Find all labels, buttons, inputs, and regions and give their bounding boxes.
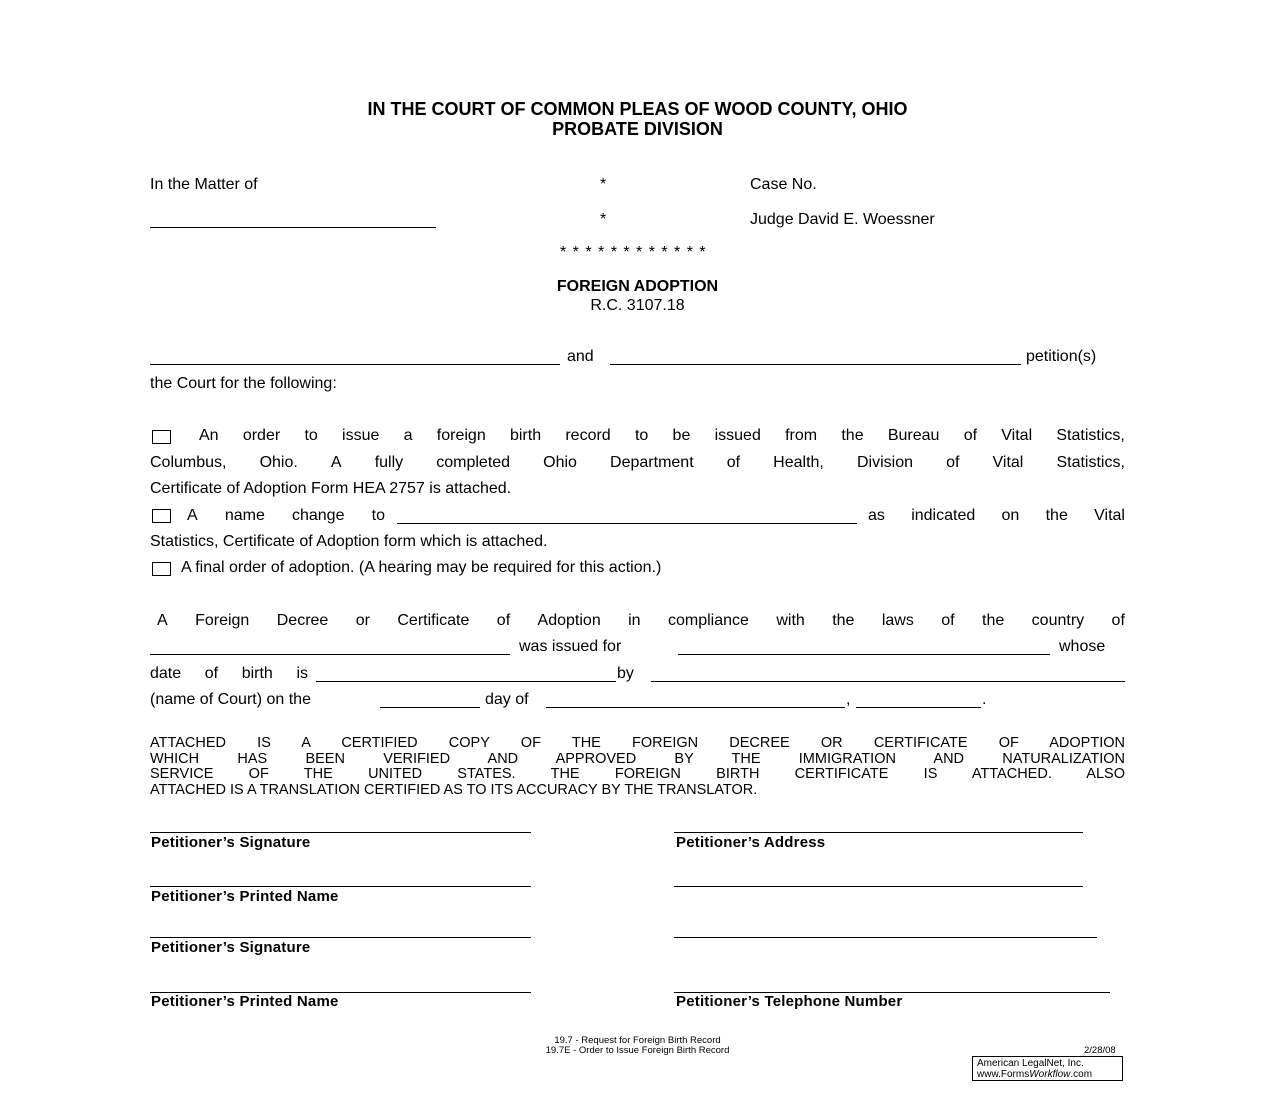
word: indicated xyxy=(911,507,976,524)
word: the xyxy=(841,427,864,444)
attached-line: ATTACHED IS A TRANSLATION CERTIFIED AS TO ITS ACCURACY BY THE TRANSLATOR. xyxy=(150,781,758,798)
petitions-text: petition(s) xyxy=(1026,348,1097,365)
word: Health, xyxy=(773,454,824,471)
word: is xyxy=(296,665,308,682)
option-birth-record-line1 xyxy=(199,427,1125,445)
name-of-court-text: (name of Court) on the xyxy=(150,691,311,708)
word: of xyxy=(496,612,511,629)
separator-stars: * * * * * * * * * * * * xyxy=(560,244,707,261)
case-no-label: Case No. xyxy=(750,176,817,193)
publisher-name: American LegalNet, Inc. xyxy=(977,1058,1084,1069)
option-final-order-checkbox[interactable] xyxy=(152,562,171,576)
word: compliance xyxy=(667,612,749,629)
word: as xyxy=(868,507,885,524)
word: Division xyxy=(856,454,913,471)
printed-name-label-1: Petitioner’s Printed Name xyxy=(151,888,339,905)
word: Vital xyxy=(1094,507,1125,524)
caption-star-1: * xyxy=(600,176,607,193)
period-text: . xyxy=(982,691,987,708)
word: of xyxy=(1111,612,1125,629)
caption-star-2: * xyxy=(600,211,607,228)
word: birth xyxy=(509,427,542,444)
footer-form-number-1: 19.7 - Request for Foreign Birth Record xyxy=(554,1035,721,1046)
attached-line: SERVICE OF THE UNITED STATES. THE FOREIGN BIRTH CERTIFICATE IS ATTACHED. ALSO xyxy=(150,766,1125,782)
publisher-badge xyxy=(972,1056,1123,1081)
word: issued xyxy=(714,427,761,444)
word: Ohio xyxy=(543,454,577,471)
option-final-order-text: A final order of adoption. (A hearing may be required for this action.) xyxy=(181,559,662,576)
by-text: by xyxy=(617,665,634,682)
word: order xyxy=(242,427,281,444)
was-issued-for-text: was issued for xyxy=(519,638,622,655)
division-title: PROBATE DIVISION xyxy=(552,119,723,139)
printed-name-line-1[interactable] xyxy=(150,886,531,887)
word: laws xyxy=(881,612,914,629)
court-title: IN THE COURT OF COMMON PLEAS OF WOOD COUNTY, OHIO xyxy=(367,99,908,119)
word: Columbus, xyxy=(150,454,227,471)
word: foreign xyxy=(436,427,486,444)
word: Adoption xyxy=(537,612,601,629)
attached-statement xyxy=(150,736,1125,798)
petitioner-2-field[interactable] xyxy=(610,364,1021,365)
word: Ohio. xyxy=(259,454,298,471)
word: date xyxy=(150,665,182,682)
option-birth-record-line3: Certificate of Adoption Form HEA 2757 is attached. xyxy=(150,480,512,497)
word: on xyxy=(1001,507,1020,524)
word: Statistics, xyxy=(1056,454,1125,471)
option-name-change-checkbox[interactable] xyxy=(152,509,171,523)
signature-line-1[interactable] xyxy=(150,832,531,833)
whose-text: whose xyxy=(1059,638,1106,655)
comma-text: , xyxy=(846,691,851,708)
word: A xyxy=(157,612,168,629)
word: birth xyxy=(241,665,273,682)
judge-name: Judge David E. Woessner xyxy=(750,211,935,228)
month-field[interactable] xyxy=(546,707,845,708)
word: to xyxy=(371,507,385,524)
address-line-2[interactable] xyxy=(674,886,1083,887)
word: be xyxy=(672,427,691,444)
word: of xyxy=(963,427,978,444)
word: A xyxy=(187,507,198,524)
word: completed xyxy=(436,454,511,471)
petitioner-1-field[interactable] xyxy=(150,364,560,365)
attached-line: ATTACHED IS A CERTIFIED COPY OF THE FOREIGN DECREE OR CERTIFICATE OF ADOPTION xyxy=(150,735,1125,751)
court-following-text: the Court for the following: xyxy=(150,375,337,392)
footer-form-number-2: 19.7E - Order to Issue Foreign Birth Record xyxy=(545,1045,730,1056)
option-name-change-tail xyxy=(868,507,1125,525)
word: Foreign xyxy=(195,612,250,629)
matter-name-field[interactable] xyxy=(150,227,436,228)
word: change xyxy=(291,507,345,524)
and-text: and xyxy=(567,348,594,365)
word: the xyxy=(1045,507,1068,524)
word: to xyxy=(634,427,649,444)
word: Decree xyxy=(276,612,329,629)
signature-label-1: Petitioner’s Signature xyxy=(151,834,311,851)
country-field[interactable] xyxy=(150,654,510,655)
option-birth-record-line2 xyxy=(150,454,1125,472)
word: An xyxy=(199,427,219,444)
word: record xyxy=(565,427,611,444)
form-title: FOREIGN ADOPTION xyxy=(556,278,719,295)
court-name-field[interactable] xyxy=(651,681,1125,682)
date-of-birth-label xyxy=(150,665,308,683)
word: country xyxy=(1031,612,1085,629)
word: with xyxy=(776,612,805,629)
word: of xyxy=(941,612,955,629)
attached-line: WHICH HAS BEEN VERIFIED AND APPROVED BY THE IMMIGRATION AND NATURALIZATION xyxy=(150,750,1125,767)
word: from xyxy=(785,427,818,444)
footer-date: 2/28/08 xyxy=(1084,1045,1116,1056)
option-name-change-line2: Statistics, Certificate of Adoption form which is attached. xyxy=(150,533,548,550)
publisher-url: www.FormsWorkflow.com xyxy=(977,1069,1093,1080)
word: Department xyxy=(610,454,694,471)
new-name-field[interactable] xyxy=(397,523,857,524)
day-of-text: day of xyxy=(485,691,529,708)
matter-label: In the Matter of xyxy=(150,176,258,193)
word: Statistics, xyxy=(1056,427,1125,444)
year-field[interactable] xyxy=(856,707,981,708)
option-birth-record-checkbox[interactable] xyxy=(152,430,171,444)
signature-line-2[interactable] xyxy=(150,937,531,938)
option-name-change-lead xyxy=(187,507,385,525)
signature-label-2: Petitioner’s Signature xyxy=(151,939,311,956)
child-name-field[interactable] xyxy=(678,654,1050,655)
address-line-3[interactable] xyxy=(674,937,1097,938)
word: or xyxy=(355,612,370,629)
word: a xyxy=(403,427,413,444)
word: Certificate xyxy=(397,612,470,629)
word: Vital xyxy=(1001,427,1033,444)
telephone-label: Petitioner’s Telephone Number xyxy=(676,993,903,1010)
word: Vital xyxy=(992,454,1024,471)
word: Bureau xyxy=(887,427,940,444)
decree-line1 xyxy=(157,612,1125,630)
word: the xyxy=(832,612,855,629)
word: of xyxy=(726,454,741,471)
printed-name-label-2: Petitioner’s Printed Name xyxy=(151,993,339,1010)
word: name xyxy=(224,507,265,524)
word: in xyxy=(628,612,641,629)
address-label: Petitioner’s Address xyxy=(676,834,826,851)
word: A xyxy=(330,454,342,471)
statute-ref: R.C. 3107.18 xyxy=(590,297,685,314)
word: to xyxy=(304,427,318,444)
word: fully xyxy=(374,454,404,471)
address-line-1[interactable] xyxy=(674,832,1083,833)
word: of xyxy=(946,454,960,471)
day-field[interactable] xyxy=(380,707,480,708)
word: of xyxy=(204,665,219,682)
word: issue xyxy=(342,427,380,444)
date-of-birth-field[interactable] xyxy=(316,681,616,682)
word: the xyxy=(982,612,1005,629)
